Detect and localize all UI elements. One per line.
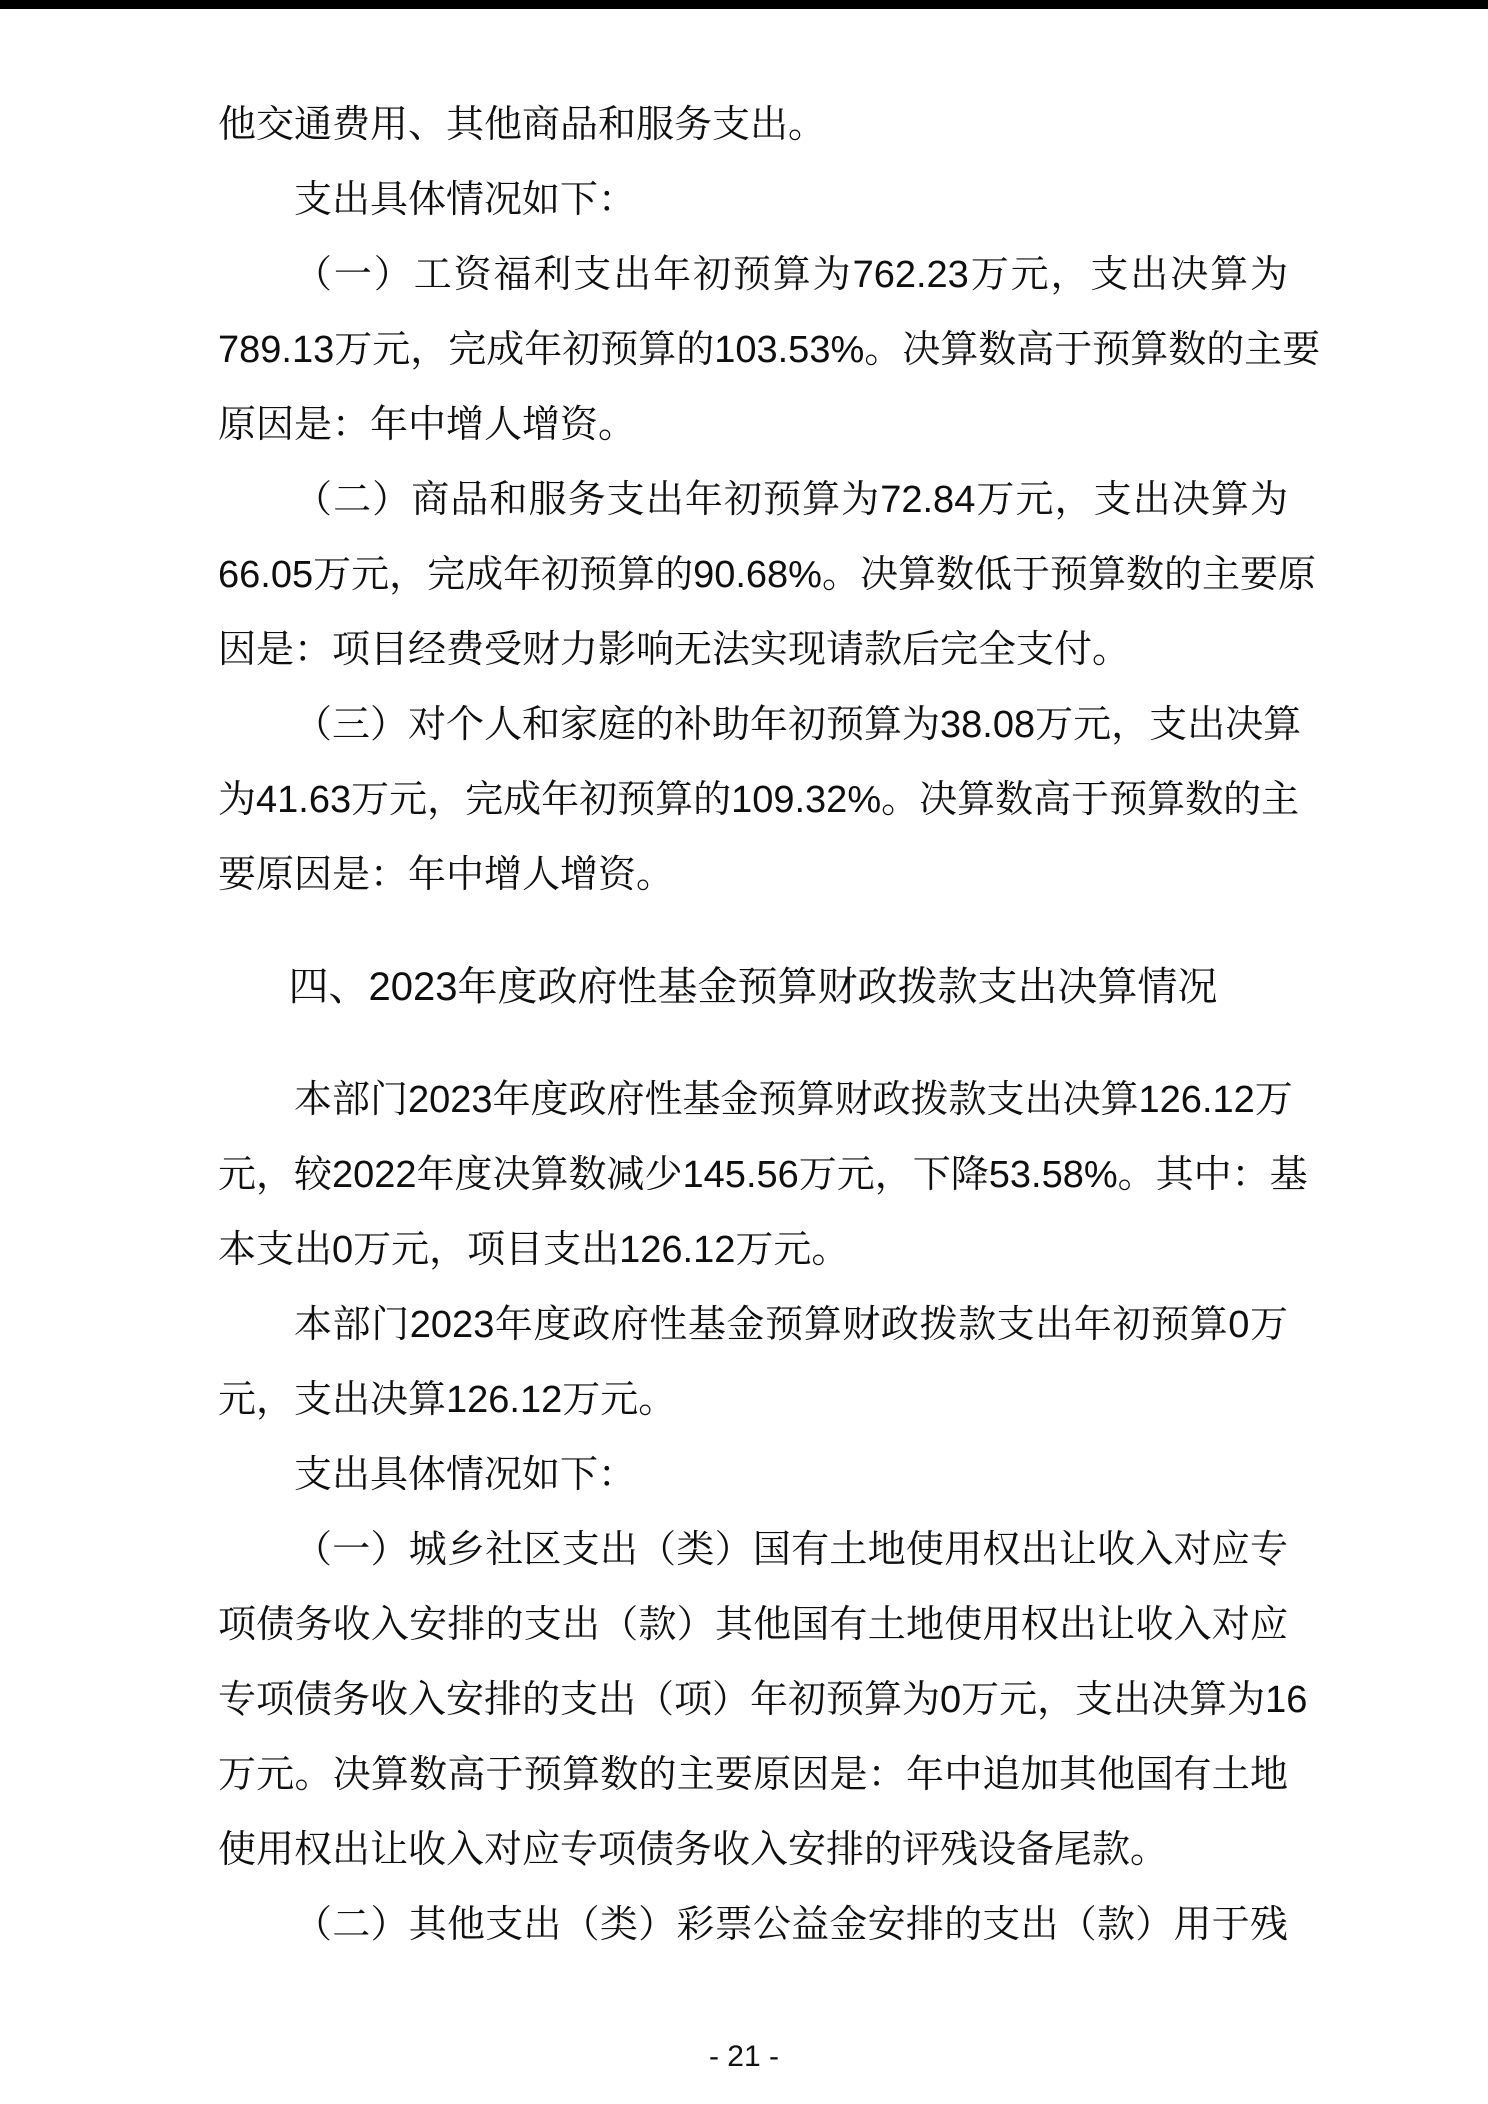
text-line: 使用权出让收入对应专项债务收入安排的评残设备尾款。 bbox=[218, 1829, 1169, 1871]
text-line: （一）工资福利支出年初预算为762.23万元，支出决算为 bbox=[294, 254, 1288, 296]
text-line: 本支出0万元，项目支出126.12万元。 bbox=[218, 1229, 850, 1271]
text-line: 他交通费用、其他商品和服务支出。 bbox=[218, 104, 827, 146]
section-heading: 四、2023年度政府性基金预算财政拨款支出决算情况 bbox=[288, 965, 1218, 1009]
text-line: （二）商品和服务支出年初预算为72.84万元，支出决算为 bbox=[294, 479, 1288, 521]
text-line: （一）城乡社区支出（类）国有土地使用权出让收入对应专 bbox=[294, 1529, 1288, 1571]
document-body bbox=[218, 0, 1321, 1963]
text-line: 元，较2022年度决算数减少145.56万元，下降53.58%。其中：基 bbox=[218, 1154, 1308, 1196]
text-line: 本部门2023年度政府性基金预算财政拨款支出决算126.12万 bbox=[294, 1079, 1293, 1121]
text-line: 专项债务收入安排的支出（项）年初预算为0万元，支出决算为16 bbox=[218, 1679, 1308, 1721]
text-line: 元，支出决算126.12万元。 bbox=[218, 1379, 677, 1421]
text-line: 支出具体情况如下： bbox=[294, 1454, 637, 1496]
text-line: （二）其他支出（类）彩票公益金安排的支出（款）用于残 bbox=[294, 1904, 1288, 1946]
text-line: 万元。决算数高于预算数的主要原因是：年中追加其他国有土地 bbox=[218, 1754, 1288, 1796]
text-line: 支出具体情况如下： bbox=[294, 179, 637, 221]
text-line: 要原因是：年中增人增资。 bbox=[218, 854, 675, 896]
text-line: 项债务收入安排的支出（款）其他国有土地使用权出让收入对应 bbox=[218, 1604, 1288, 1646]
text-line: 本部门2023年度政府性基金预算财政拨款支出年初预算0万 bbox=[294, 1304, 1288, 1346]
text-line: 原因是：年中增人增资。 bbox=[218, 404, 637, 446]
text-line: 因是：项目经费受财力影响无法实现请款后完全支付。 bbox=[218, 629, 1131, 671]
text-line: 为41.63万元，完成年初预算的109.32%。决算数高于预算数的主 bbox=[218, 779, 1300, 821]
page-number: - 21 - bbox=[708, 2040, 780, 2073]
text-line: 789.13万元，完成年初预算的103.53%。决算数高于预算数的主要 bbox=[218, 329, 1321, 371]
text-line: （三）对个人和家庭的补助年初预算为38.08万元，支出决算 bbox=[294, 704, 1302, 746]
text-line: 66.05万元，完成年初预算的90.68%。决算数低于预算数的主要原 bbox=[218, 554, 1316, 596]
